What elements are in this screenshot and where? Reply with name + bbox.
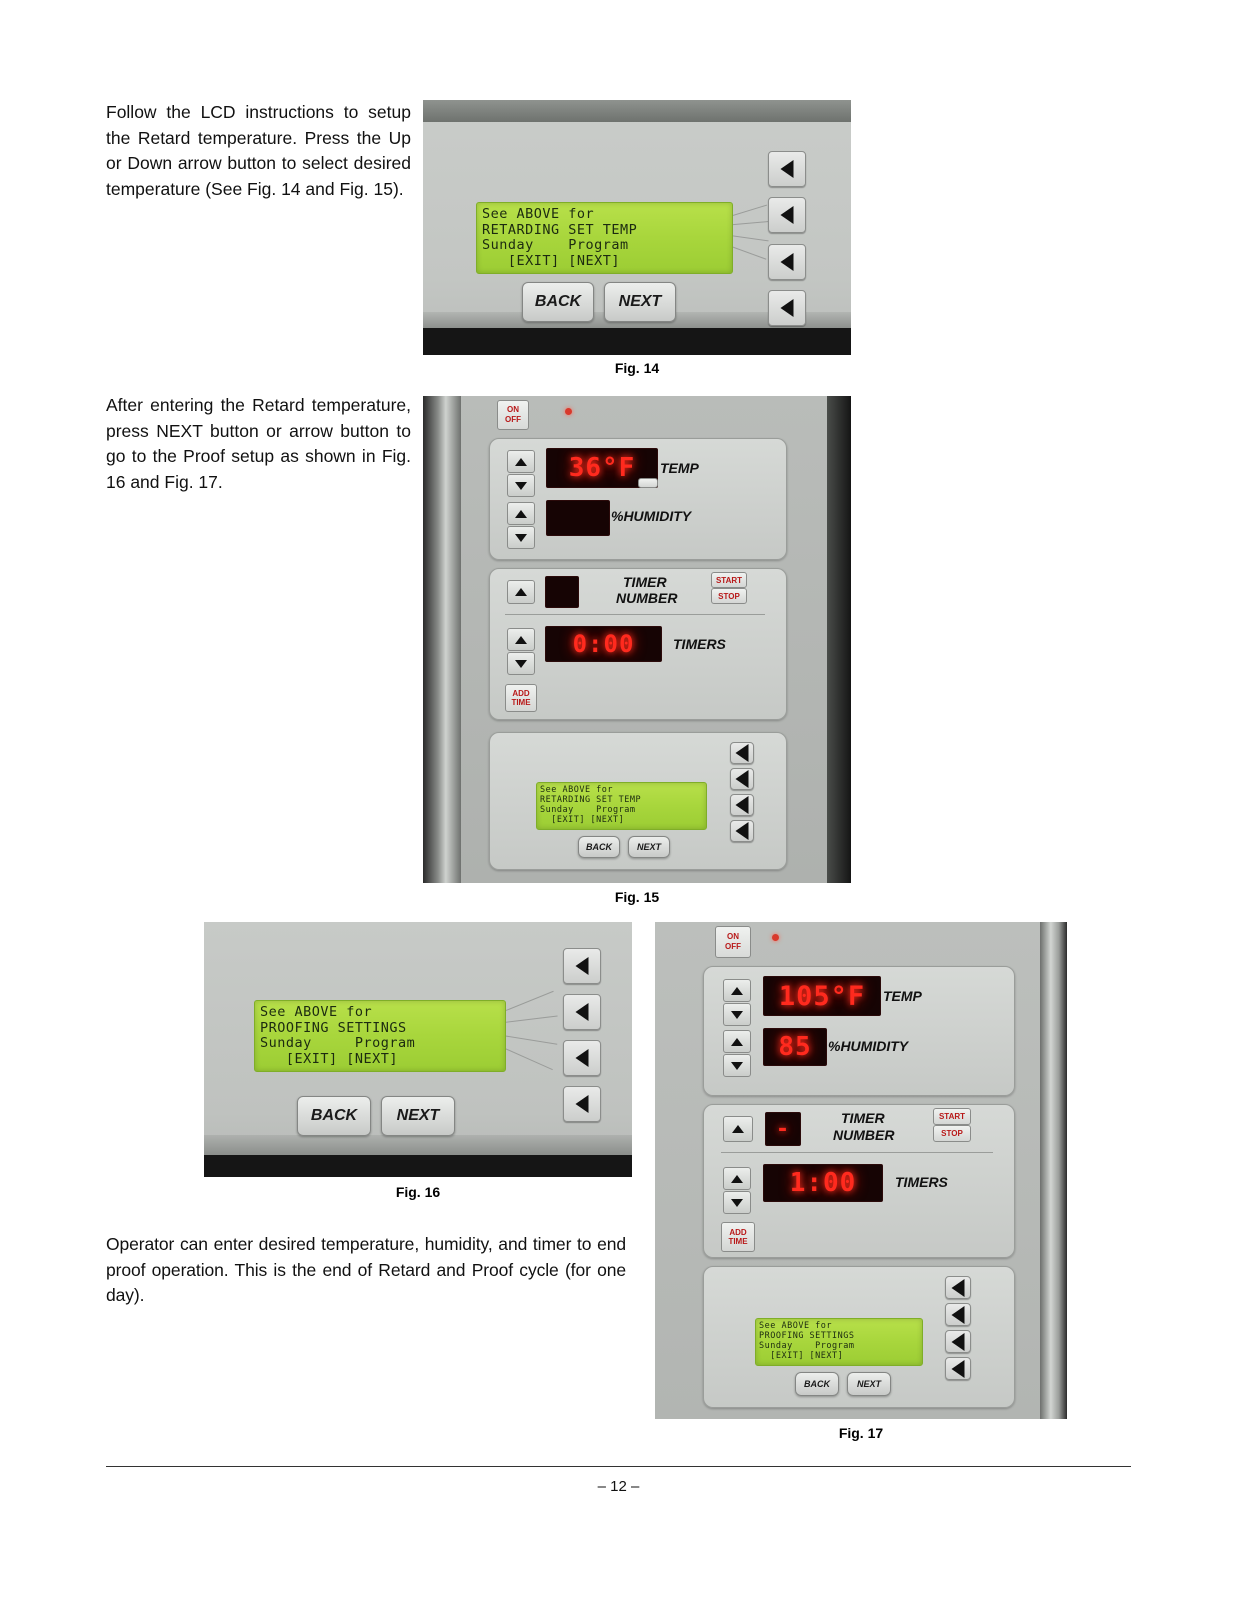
paragraph-proof-setup: After entering the Retard temperature, press NEXT button or arrow button to go to the Proof setup as shown in Fig. 16 and Fig. 17.	[106, 395, 411, 492]
lcd-line-4: [EXIT] [NEXT]	[260, 1050, 399, 1067]
temp-up-down-buttons[interactable]	[723, 979, 749, 1025]
temp-label: TEMP	[660, 460, 699, 476]
lcd-line-2: PROOFING SETTINGS	[260, 1019, 407, 1036]
figure-14-caption: Fig. 14	[614, 360, 660, 376]
back-button[interactable]: BACK	[795, 1372, 839, 1396]
temp-down-button[interactable]	[507, 474, 535, 497]
soft-key-arrow-3[interactable]	[945, 1330, 971, 1353]
figure-15-caption: Fig. 15	[614, 889, 660, 905]
timer-number-display	[545, 576, 579, 608]
figure-17-caption: Fig. 17	[838, 1425, 884, 1441]
timers-up-button[interactable]	[723, 1167, 751, 1190]
soft-key-arrow-3[interactable]	[768, 244, 806, 280]
lcd-line-4: [EXIT] [NEXT]	[540, 815, 625, 825]
lcd-line-4: [EXIT] [NEXT]	[482, 252, 621, 269]
timer-number-label-line1: TIMER	[841, 1110, 885, 1126]
timers-up-down-buttons[interactable]	[723, 1167, 749, 1213]
cabinet-edge-left	[423, 396, 461, 883]
add-time-label-line1: ADD	[729, 1228, 747, 1237]
lcd-line-1: See ABOVE for	[540, 785, 614, 795]
figure-15-image	[423, 396, 851, 883]
panel-bottom-shadow	[423, 328, 851, 355]
soft-key-arrow-1[interactable]	[945, 1276, 971, 1299]
soft-key-arrow-4[interactable]	[945, 1357, 971, 1380]
temp-up-button[interactable]	[507, 450, 535, 473]
paragraph-operator-note: Operator can enter desired temperature, humidity, and timer to end proof operation. This is the end of Retard and Proof cycle (for one day).	[106, 1234, 626, 1305]
start-button[interactable]: START	[933, 1108, 971, 1125]
soft-key-arrow-2[interactable]	[563, 994, 601, 1030]
humidity-display	[546, 500, 610, 536]
back-button[interactable]: BACK	[578, 836, 620, 858]
figure-16-image	[204, 922, 632, 1177]
back-button[interactable]: BACK	[522, 282, 594, 322]
figure-14-image	[423, 100, 851, 355]
lcd-line-2: RETARDING SET TEMP	[482, 221, 638, 238]
lcd-line-1: See ABOVE for	[759, 1321, 833, 1331]
temp-label: TEMP	[883, 988, 922, 1004]
soft-key-arrow-2[interactable]	[730, 768, 754, 790]
lcd-display	[476, 202, 733, 274]
lcd-line-2: RETARDING SET TEMP	[540, 795, 642, 805]
stop-button[interactable]: STOP	[933, 1125, 971, 1142]
lcd-line-4: [EXIT] [NEXT]	[759, 1351, 844, 1361]
page-number: – 12 –	[597, 1478, 640, 1495]
timer-number-label-line2: NUMBER	[833, 1127, 895, 1143]
temp-display: 36°F	[546, 448, 658, 488]
temp-down-button[interactable]	[723, 1003, 751, 1026]
soft-key-arrow-2[interactable]	[945, 1303, 971, 1326]
power-on-off-button[interactable]	[715, 926, 751, 958]
timer-module-divider	[505, 614, 765, 615]
humidity-label: %HUMIDITY	[611, 508, 692, 524]
back-button[interactable]: BACK	[297, 1096, 371, 1136]
lcd-line-3: Sunday Program	[482, 237, 629, 253]
lcd-line-3: Sunday Program	[759, 1341, 855, 1351]
next-button[interactable]: NEXT	[847, 1372, 891, 1396]
soft-key-arrow-3[interactable]	[563, 1040, 601, 1076]
power-indicator-led	[565, 408, 572, 415]
power-indicator-led	[772, 934, 779, 941]
timers-down-button[interactable]	[507, 652, 535, 675]
soft-key-arrow-4[interactable]	[563, 1086, 601, 1122]
next-button[interactable]: NEXT	[381, 1096, 455, 1136]
timer-number-up-button[interactable]	[507, 580, 535, 604]
timers-up-down-buttons[interactable]	[507, 628, 533, 674]
timer-number-up-button[interactable]	[723, 1116, 753, 1142]
timers-label: TIMERS	[895, 1174, 948, 1190]
humidity-up-button[interactable]	[507, 502, 535, 525]
lcd-line-3: Sunday Program	[540, 805, 636, 815]
stop-button[interactable]: STOP	[711, 588, 747, 604]
paragraph-retard-setup: Follow the LCD instructions to setup the Retard temperature. Press the Up or Down arrow button to select desired temperature (See Fig. 14 and Fig. 15).	[106, 102, 411, 199]
humidity-up-down-buttons[interactable]	[507, 502, 533, 548]
timers-display: 0:00	[545, 626, 662, 662]
lcd-display	[755, 1318, 923, 1366]
humidity-up-button[interactable]	[723, 1030, 751, 1053]
temp-up-button[interactable]	[723, 979, 751, 1002]
soft-key-arrow-4[interactable]	[768, 290, 806, 326]
start-button[interactable]: START	[711, 572, 747, 588]
panel-top-band	[423, 100, 851, 122]
figure-17-image	[655, 922, 1067, 1419]
figure-16-caption: Fig. 16	[395, 1184, 441, 1200]
timer-number-label-line1: TIMER	[623, 574, 667, 590]
temp-set-indicator	[638, 478, 658, 488]
lcd-display	[536, 782, 707, 830]
humidity-up-down-buttons[interactable]	[723, 1030, 749, 1076]
humidity-label: %HUMIDITY	[828, 1038, 909, 1054]
power-off-label: OFF	[725, 942, 741, 951]
timer-number-label-line2: NUMBER	[616, 590, 678, 606]
lcd-line-2: PROOFING SETTINGS	[759, 1331, 855, 1341]
timers-up-button[interactable]	[507, 628, 535, 651]
timers-down-button[interactable]	[723, 1191, 751, 1214]
panel-lower-band	[204, 1135, 632, 1155]
soft-key-arrow-3[interactable]	[730, 794, 754, 816]
humidity-display: 85	[763, 1028, 827, 1066]
add-time-button[interactable]	[721, 1222, 755, 1252]
lcd-display	[254, 1000, 506, 1072]
footer-divider	[106, 1466, 1131, 1467]
timers-display: 1:00	[763, 1164, 883, 1202]
temp-display: 105°F	[763, 976, 881, 1016]
power-on-label: ON	[507, 405, 519, 414]
next-button[interactable]: NEXT	[604, 282, 676, 322]
soft-key-arrow-1[interactable]	[730, 742, 754, 764]
lcd-line-1: See ABOVE for	[260, 1004, 373, 1020]
timer-number-display: -	[765, 1112, 801, 1146]
timers-label: TIMERS	[673, 636, 726, 652]
humidity-down-button[interactable]	[723, 1054, 751, 1077]
lcd-line-1: See ABOVE for	[482, 206, 595, 222]
add-time-label-line2: TIME	[511, 698, 531, 707]
power-on-off-button[interactable]	[497, 400, 529, 430]
cabinet-edge-right	[827, 396, 851, 883]
power-on-label: ON	[727, 932, 739, 941]
add-time-label-line2: TIME	[728, 1237, 748, 1246]
soft-key-arrow-1[interactable]	[768, 151, 806, 187]
timer-module-divider	[721, 1152, 993, 1153]
soft-key-arrow-1[interactable]	[563, 948, 601, 984]
temp-up-down-buttons[interactable]	[507, 450, 533, 496]
soft-key-arrow-2[interactable]	[768, 197, 806, 233]
add-time-button[interactable]	[505, 684, 537, 712]
lcd-line-3: Sunday Program	[260, 1035, 416, 1051]
next-button[interactable]: NEXT	[628, 836, 670, 858]
panel-bottom-shadow	[204, 1155, 632, 1177]
add-time-label-line1: ADD	[512, 689, 530, 698]
soft-key-arrow-4[interactable]	[730, 820, 754, 842]
power-off-label: OFF	[505, 415, 521, 424]
cabinet-edge-right	[1040, 922, 1067, 1419]
humidity-down-button[interactable]	[507, 526, 535, 549]
